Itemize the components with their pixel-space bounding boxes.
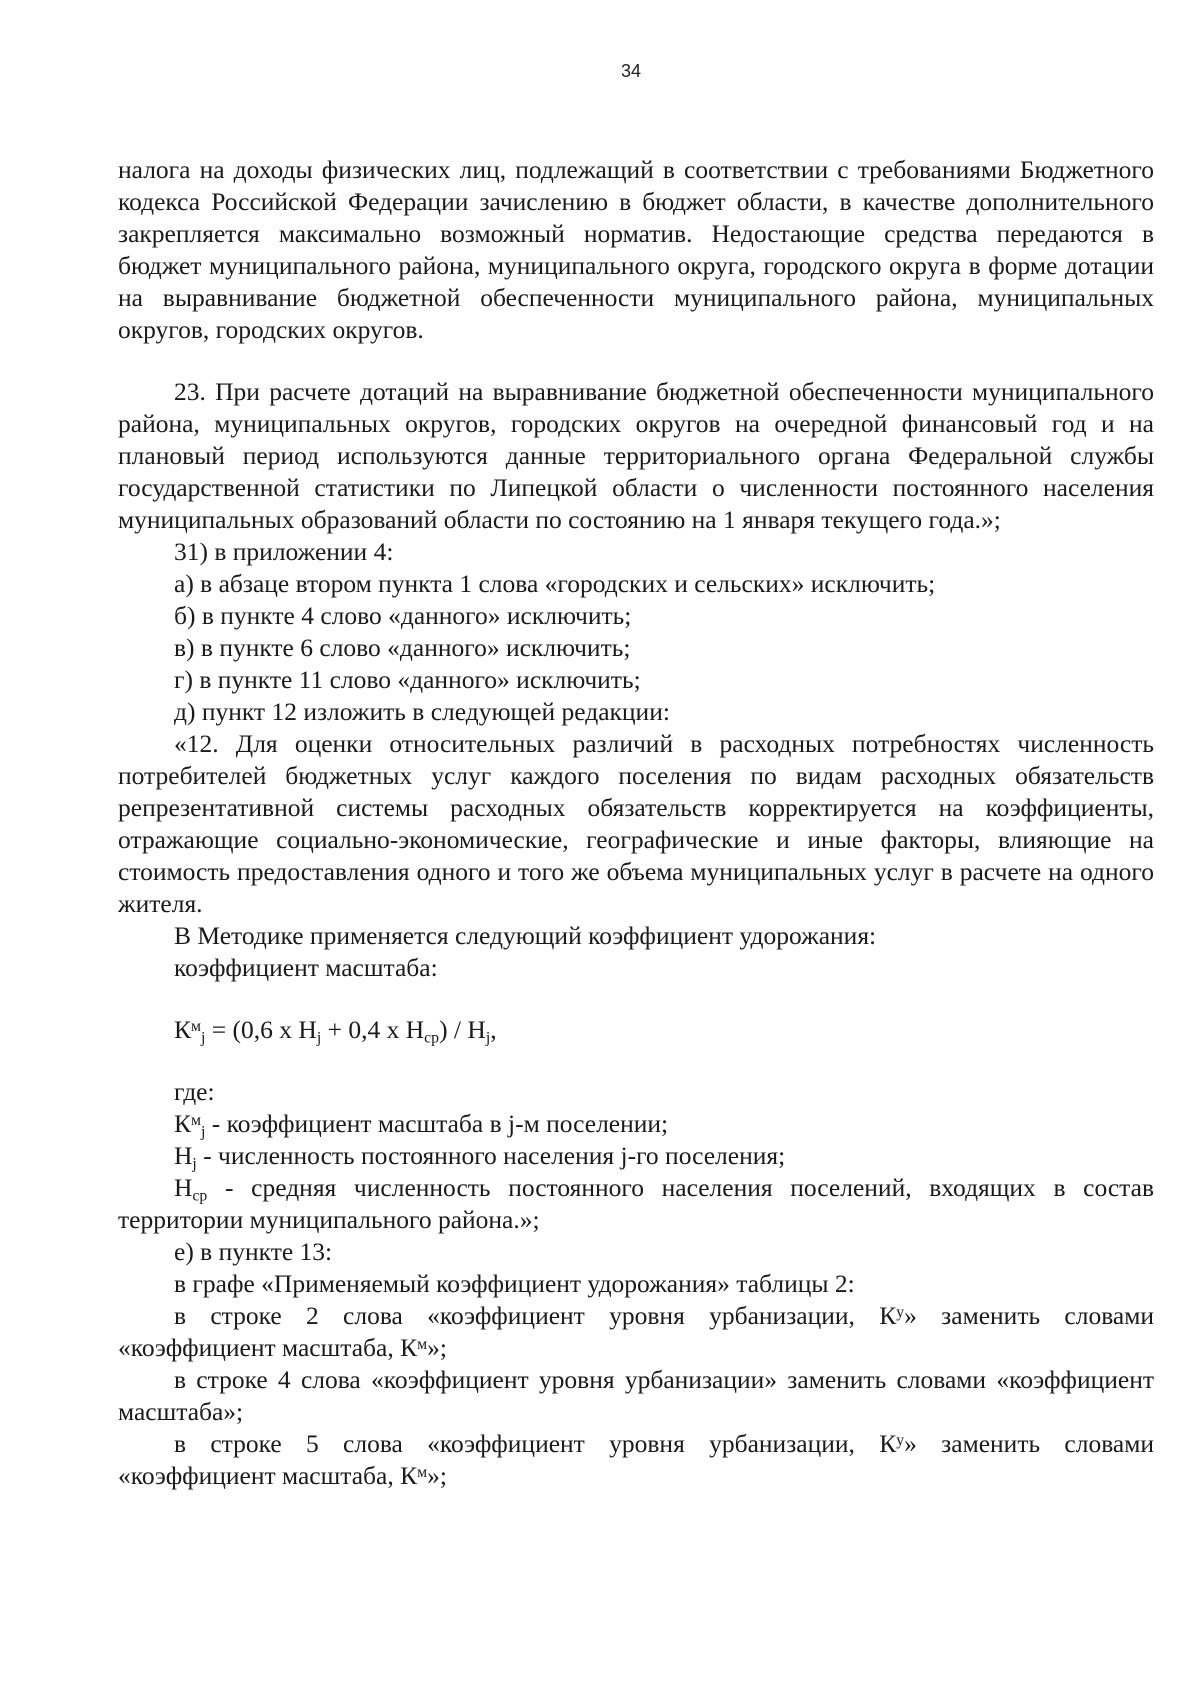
formula-k-sub: j: [201, 1029, 206, 1047]
def-h-symbol: Н: [174, 1141, 193, 1170]
row-5-change: [118, 1428, 1154, 1492]
document-body: [118, 154, 1154, 1492]
page-number: 34: [620, 61, 642, 81]
row2-text-b: » заменить словами «коэффициент масштаба, К: [118, 1301, 1155, 1362]
formula-part-2: + 0,4 х Н: [321, 1015, 425, 1044]
scale-coefficient-line: коэффициент масштаба:: [174, 953, 438, 982]
where-line: где:: [174, 1077, 215, 1106]
definition-h: [118, 1140, 1154, 1172]
item-b: б) в пункте 4 слово «данного» исключить;: [174, 601, 632, 630]
paragraph-continuation: налога на доходы физических лиц, подлежащий в соответствии с требованиями Бюджетного кодекса Российской Федерации зачислению в бюджет области, в качестве дополнительного закрепляется максимально возможный норматив. Недостающие средства передаются в бюджет муниципального района, муниципального округа, городского округа в форме дотации на выравнивание бюджетной обеспеченности муниципального района, муниципальных округов, городских округов.: [118, 155, 1154, 344]
item-d: д) пункт 12 изложить в следующей редакции:: [174, 697, 670, 726]
definition-k: [118, 1108, 1154, 1140]
formula-h-sub-sr: ср: [424, 1029, 440, 1047]
item-a: а) в абзаце втором пункта 1 слова «городских и сельских» исключить;: [174, 569, 936, 598]
paragraph-12: «12. Для оценки относительных различий в расходных потребностях численность потребителей бюджетных услуг каждого поселения по видам расходных обязательств репрезентативной системы расходных обязательств корректируется на коэффициенты, отражающие социально-экономические, географические и иные факторы, влияющие на стоимость предоставления одного и того же объема муниципальных услуг в расчете на одного жителя.: [118, 729, 1154, 918]
row2-sup-m: м: [417, 1335, 428, 1353]
item-v: в) в пункте 6 слово «данного» исключить;: [174, 633, 631, 662]
item-31: 31) в приложении 4:: [174, 537, 394, 566]
def-h-sub: j: [192, 1155, 197, 1173]
formula-part-1: = (0,6 х Н: [205, 1015, 317, 1044]
def-hcp-text: - средняя численность постоянного населения поселений, входящих в состав территории муниципального района.»;: [118, 1173, 1154, 1234]
def-hcp-symbol: Н: [174, 1173, 193, 1202]
scale-formula: [174, 1014, 1154, 1046]
def-k-text: - коэффициент масштаба в j-м поселении;: [205, 1109, 669, 1138]
row2-text-a: в строке 2 слова «коэффициент уровня урбанизации, К: [174, 1301, 897, 1330]
item-e: е) в пункте 13:: [174, 1237, 333, 1266]
formula-k-sup: м: [191, 1017, 202, 1035]
row-4-change: в строке 4 слова «коэффициент уровня урбанизации» заменить словами «коэффициент масштаба»;: [118, 1365, 1154, 1426]
row5-text-b: » заменить словами «коэффициент масштаба, К: [118, 1429, 1155, 1490]
def-hcp-sub: ср: [192, 1187, 208, 1205]
graph-line: в графе «Применяемый коэффициент удорожания» таблицы 2:: [174, 1269, 855, 1298]
formula-end: ,: [490, 1015, 497, 1044]
row-2-change: [118, 1300, 1154, 1364]
def-k-sup: м: [191, 1111, 202, 1129]
formula-part-3: ) / Н: [439, 1015, 486, 1044]
formula-k: К: [174, 1015, 192, 1044]
row5-text-c: »;: [427, 1461, 447, 1490]
row5-sup-u: у: [896, 1431, 905, 1449]
definition-hcp: [118, 1172, 1154, 1236]
row2-text-c: »;: [427, 1333, 447, 1362]
def-k-symbol: К: [174, 1109, 192, 1138]
row5-sup-m: м: [417, 1463, 428, 1481]
row2-sup-u: у: [896, 1303, 905, 1321]
row5-text-a: в строке 5 слова «коэффициент уровня урбанизации, К: [174, 1429, 897, 1458]
item-g: г) в пункте 11 слово «данного» исключить;: [174, 665, 641, 694]
def-k-sub: j: [201, 1123, 206, 1141]
formula-h-sub-1: j: [316, 1029, 322, 1047]
def-h-text: - численность постоянного населения j-го поселения;: [196, 1141, 786, 1170]
method-line: В Методике применяется следующий коэффициент удорожания:: [174, 921, 877, 950]
formula-h-sub-2: j: [485, 1029, 491, 1047]
paragraph-23: 23. При расчете дотаций на выравнивание бюджетной обеспеченности муниципального района, муниципальных округов, городских округов на очередной финансовый год и на плановый период используются данные территориального органа Федеральной службы государственной статистики по Липецкой области о численности постоянного населения муниципальных образований области по состоянию на 1 января текущего года.»;: [118, 377, 1154, 534]
